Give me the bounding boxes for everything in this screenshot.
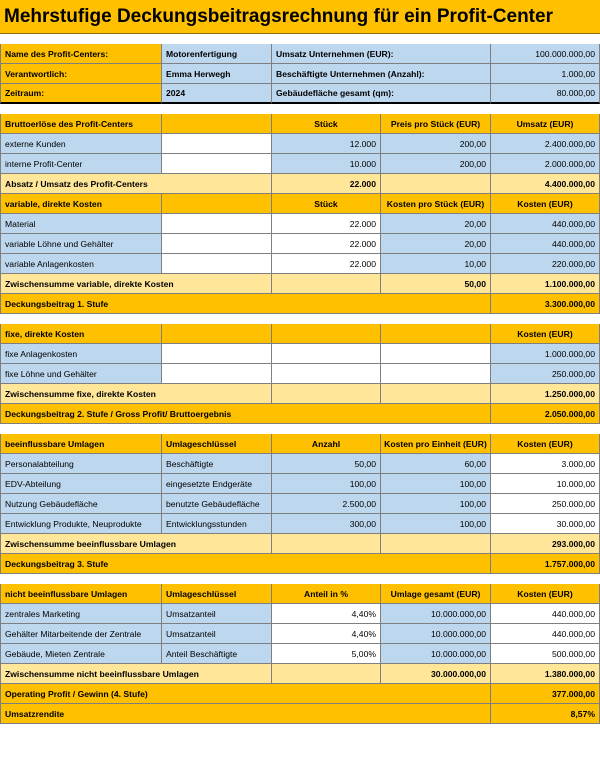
table-row	[0, 254, 600, 274]
table-cell[interactable]: 2.000.000,00	[491, 154, 600, 174]
column-header[interactable]: Umsatz (EUR)	[491, 114, 600, 134]
revenue-section	[0, 114, 600, 194]
table-cell[interactable]: 22.000	[272, 234, 381, 254]
table-row	[0, 134, 600, 154]
table-cell[interactable]	[162, 344, 272, 364]
header-row	[0, 324, 600, 344]
column-header[interactable]: beeinflussbare Umlagen	[0, 434, 162, 454]
column-header[interactable]: nicht beeinflussbare Umlagen	[0, 584, 162, 604]
table-cell[interactable]: 10.000.000,00	[381, 644, 491, 664]
column-header[interactable]: Kosten pro Stück (EUR)	[381, 194, 491, 214]
info-label-2[interactable]: Gebäudefläche gesamt (qm):	[272, 84, 491, 104]
result-value[interactable]: 3.300.000,00	[491, 294, 600, 314]
table-cell[interactable]	[162, 254, 272, 274]
column-header[interactable]: Anteil in %	[272, 584, 381, 604]
result-value[interactable]: 8,57%	[491, 704, 600, 724]
db1-row	[0, 294, 600, 314]
column-header[interactable]: Anzahl	[272, 434, 381, 454]
info-row	[0, 84, 600, 104]
info-value[interactable]: 2024	[162, 84, 272, 104]
fixed-costs-section	[0, 324, 600, 424]
info-label-2[interactable]: Beschäftigte Unternehmen (Anzahl):	[272, 64, 491, 84]
table-cell[interactable]: 1.000.000,00	[491, 344, 600, 364]
table-cell[interactable]: 10.000.000,00	[381, 604, 491, 624]
table-cell[interactable]: 200,00	[381, 154, 491, 174]
subtotal-value[interactable]	[272, 274, 381, 294]
column-header[interactable]	[162, 324, 272, 344]
header-row	[0, 584, 600, 604]
table-cell[interactable]: 440.000,00	[491, 234, 600, 254]
subtotal-row	[0, 384, 600, 404]
result-label[interactable]: Deckungsbeitrag 1. Stufe	[0, 294, 491, 314]
subtotal-value[interactable]: 4.400.000,00	[491, 174, 600, 194]
result-label[interactable]: Deckungsbeitrag 3. Stufe	[0, 554, 491, 574]
table-cell[interactable]: Entwicklungsstunden	[162, 514, 272, 534]
table-cell[interactable]: Anteil Beschäftigte	[162, 644, 272, 664]
table-cell[interactable]: 20,00	[381, 234, 491, 254]
subtotal-label[interactable]: Zwischensumme nicht beeinflussbare Umlagen	[0, 664, 272, 684]
subtotal-row	[0, 274, 600, 294]
table-row	[0, 364, 600, 384]
subtotal-value[interactable]: 22.000	[272, 174, 381, 194]
table-cell[interactable]: 440.000,00	[491, 214, 600, 234]
column-header[interactable]: Preis pro Stück (EUR)	[381, 114, 491, 134]
column-header[interactable]: variable, direkte Kosten	[0, 194, 162, 214]
table-cell[interactable]: 100,00	[381, 514, 491, 534]
variable-costs-section	[0, 194, 600, 314]
info-label-2[interactable]: Umsatz Unternehmen (EUR):	[272, 44, 491, 64]
column-header[interactable]: fixe, direkte Kosten	[0, 324, 162, 344]
table-cell[interactable]: interne Profit-Center	[0, 154, 162, 174]
db3-row	[0, 554, 600, 574]
table-cell[interactable]: 440.000,00	[491, 604, 600, 624]
column-header[interactable]: Kosten (EUR)	[491, 584, 600, 604]
table-cell[interactable]	[162, 234, 272, 254]
table-cell[interactable]: eingesetzte Endgeräte	[162, 474, 272, 494]
subtotal-label[interactable]: Zwischensumme variable, direkte Kosten	[0, 274, 272, 294]
column-header[interactable]: Kosten (EUR)	[491, 434, 600, 454]
table-cell[interactable]: 4,40%	[272, 624, 381, 644]
info-value-2[interactable]: 100.000.000,00	[491, 44, 600, 64]
column-header[interactable]: Kosten (EUR)	[491, 324, 600, 344]
subtotal-value[interactable]	[381, 534, 491, 554]
db2-row	[0, 404, 600, 424]
table-cell[interactable]: 10.000.000,00	[381, 624, 491, 644]
subtotal-label[interactable]: Zwischensumme fixe, direkte Kosten	[0, 384, 272, 404]
subtotal-value[interactable]: 1.100.000,00	[491, 274, 600, 294]
page-title: Mehrstufige Deckungsbeitragsrechnung für ein Profit-Center	[0, 0, 600, 34]
subtotal-value[interactable]: 1.250.000,00	[491, 384, 600, 404]
table-row	[0, 214, 600, 234]
table-row	[0, 344, 600, 364]
subtotal-value[interactable]: 30.000.000,00	[381, 664, 491, 684]
info-value-2[interactable]: 80.000,00	[491, 84, 600, 104]
subtotal-row	[0, 664, 600, 684]
table-cell[interactable]: 100,00	[381, 494, 491, 514]
table-cell[interactable]: Personalabteilung	[0, 454, 162, 474]
info-value[interactable]: Emma Herwegh	[162, 64, 272, 84]
column-header[interactable]: Umlage gesamt (EUR)	[381, 584, 491, 604]
table-cell[interactable]: 10.000,00	[491, 474, 600, 494]
table-cell[interactable]: fixe Löhne und Gehälter	[0, 364, 162, 384]
table-cell[interactable]: Umsatzanteil	[162, 624, 272, 644]
table-cell[interactable]: 60,00	[381, 454, 491, 474]
info-label[interactable]: Zeitraum:	[0, 84, 162, 104]
subtotal-row	[0, 174, 600, 194]
table-row	[0, 604, 600, 624]
column-header[interactable]: Umlageschlüssel	[162, 434, 272, 454]
column-header[interactable]: Umlageschlüssel	[162, 584, 272, 604]
table-cell[interactable]: Nutzung Gebäudefläche	[0, 494, 162, 514]
subtotal-value[interactable]: 1.380.000,00	[491, 664, 600, 684]
table-cell[interactable]: 22.000	[272, 254, 381, 274]
info-value-2[interactable]: 1.000,00	[491, 64, 600, 84]
info-label[interactable]: Verantwortlich:	[0, 64, 162, 84]
table-cell[interactable]: 12.000	[272, 134, 381, 154]
subtotal-row	[0, 534, 600, 554]
table-cell[interactable]: 20,00	[381, 214, 491, 234]
table-cell[interactable]: 10.000	[272, 154, 381, 174]
table-cell[interactable]: 5,00%	[272, 644, 381, 664]
table-cell[interactable]: 300,00	[272, 514, 381, 534]
subtotal-value[interactable]	[381, 384, 491, 404]
table-cell[interactable]	[381, 364, 491, 384]
table-row	[0, 474, 600, 494]
column-header[interactable]: Kosten (EUR)	[491, 194, 600, 214]
table-cell[interactable]: 220.000,00	[491, 254, 600, 274]
table-cell[interactable]: 50,00	[272, 454, 381, 474]
subtotal-value[interactable]: 293.000,00	[491, 534, 600, 554]
table-cell[interactable]: 440.000,00	[491, 624, 600, 644]
result-value[interactable]: 1.757.000,00	[491, 554, 600, 574]
table-cell[interactable]: Material	[0, 214, 162, 234]
return-row	[0, 704, 600, 724]
table-cell[interactable]: 30.000,00	[491, 514, 600, 534]
header-row	[0, 194, 600, 214]
column-header[interactable]: Bruttoerlöse des Profit-Centers	[0, 114, 162, 134]
profit-row	[0, 684, 600, 704]
table-cell[interactable]	[272, 344, 381, 364]
subtotal-value[interactable]	[272, 664, 381, 684]
table-cell[interactable]: externe Kunden	[0, 134, 162, 154]
table-cell[interactable]: Umsatzanteil	[162, 604, 272, 624]
table-cell[interactable]: variable Löhne und Gehälter	[0, 234, 162, 254]
table-row	[0, 514, 600, 534]
table-cell[interactable]	[162, 134, 272, 154]
column-header[interactable]: Kosten pro Einheit (EUR)	[381, 434, 491, 454]
table-row	[0, 454, 600, 474]
table-row	[0, 494, 600, 514]
table-cell[interactable]: zentrales Marketing	[0, 604, 162, 624]
table-cell[interactable]: 250.000,00	[491, 494, 600, 514]
table-cell[interactable]: 22.000	[272, 214, 381, 234]
header-row	[0, 434, 600, 454]
subtotal-value[interactable]	[272, 534, 381, 554]
table-row	[0, 154, 600, 174]
result-value[interactable]: 377.000,00	[491, 684, 600, 704]
table-row	[0, 234, 600, 254]
table-cell[interactable]: variable Anlagenkosten	[0, 254, 162, 274]
subtotal-value[interactable]	[381, 174, 491, 194]
subtotal-label[interactable]: Absatz / Umsatz des Profit-Centers	[0, 174, 272, 194]
subtotal-value[interactable]	[272, 384, 381, 404]
table-cell[interactable]: 4,40%	[272, 604, 381, 624]
table-cell[interactable]: 100,00	[272, 474, 381, 494]
result-label[interactable]: Deckungsbeitrag 2. Stufe / Gross Profit/ Bruttoergebnis	[0, 404, 491, 424]
noninfluenceable-allocations-section	[0, 584, 600, 724]
table-cell[interactable]	[162, 214, 272, 234]
table-cell[interactable]: 3.000,00	[491, 454, 600, 474]
column-header[interactable]: Stück	[272, 194, 381, 214]
table-cell[interactable]: EDV-Abteilung	[0, 474, 162, 494]
table-cell[interactable]: 250.000,00	[491, 364, 600, 384]
result-value[interactable]: 2.050.000,00	[491, 404, 600, 424]
column-header[interactable]	[162, 194, 272, 214]
table-cell[interactable]	[381, 344, 491, 364]
subtotal-label[interactable]: Zwischensumme beeinflussbare Umlagen	[0, 534, 272, 554]
result-label[interactable]: Umsatzrendite	[0, 704, 491, 724]
column-header[interactable]: Stück	[272, 114, 381, 134]
info-value[interactable]: Motorenfertigung	[162, 44, 272, 64]
table-cell[interactable]: 500.000,00	[491, 644, 600, 664]
info-block	[0, 44, 600, 104]
table-cell[interactable]	[162, 364, 272, 384]
table-cell[interactable]	[272, 364, 381, 384]
influenceable-allocations-section	[0, 434, 600, 574]
subtotal-value[interactable]: 50,00	[381, 274, 491, 294]
result-label[interactable]: Operating Profit / Gewinn (4. Stufe)	[0, 684, 491, 704]
column-header[interactable]	[162, 114, 272, 134]
table-cell[interactable]: Gehälter Mitarbeitende der Zentrale	[0, 624, 162, 644]
table-cell[interactable]: benutzte Gebäudefläche	[162, 494, 272, 514]
table-cell[interactable]: Gebäude, Mieten Zentrale	[0, 644, 162, 664]
table-cell[interactable]: 200,00	[381, 134, 491, 154]
info-label[interactable]: Name des Profit-Centers:	[0, 44, 162, 64]
table-cell[interactable]: 2.400.000,00	[491, 134, 600, 154]
column-header[interactable]	[381, 324, 491, 344]
table-row	[0, 624, 600, 644]
table-cell[interactable]	[162, 154, 272, 174]
table-cell[interactable]: 10,00	[381, 254, 491, 274]
table-cell[interactable]: 100,00	[381, 474, 491, 494]
info-row	[0, 64, 600, 84]
column-header[interactable]	[272, 324, 381, 344]
table-cell[interactable]: Entwicklung Produkte, Neuprodukte	[0, 514, 162, 534]
header-row	[0, 114, 600, 134]
table-cell[interactable]: 2.500,00	[272, 494, 381, 514]
table-cell[interactable]: Beschäftigte	[162, 454, 272, 474]
info-row	[0, 44, 600, 64]
table-row	[0, 644, 600, 664]
table-cell[interactable]: fixe Anlagenkosten	[0, 344, 162, 364]
